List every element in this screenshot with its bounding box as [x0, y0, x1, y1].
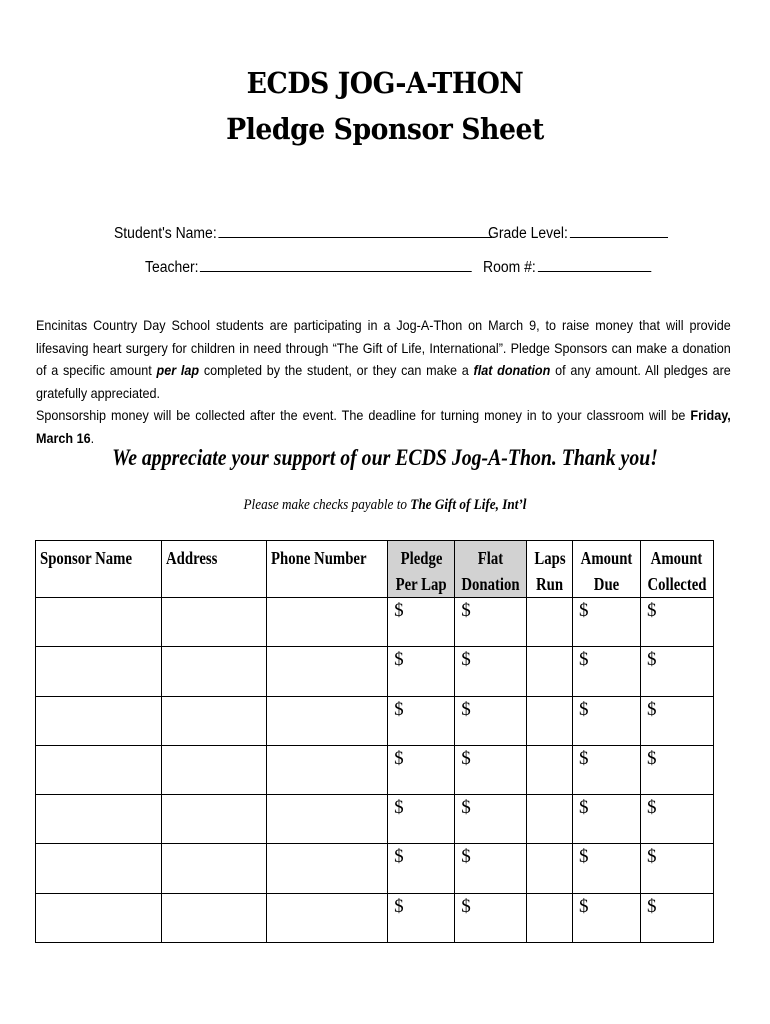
table-header-row — [36, 541, 714, 598]
dollar-sign: $ — [461, 698, 471, 720]
table-row — [36, 795, 714, 844]
amount-due-cell[interactable] — [572, 893, 640, 942]
dollar-sign: $ — [578, 797, 589, 819]
flat-donation-cell[interactable] — [455, 745, 527, 794]
amount-due-cell[interactable] — [572, 598, 640, 647]
laps-run-cell[interactable] — [527, 598, 573, 647]
dollar-sign: $ — [578, 600, 589, 621]
dollar-sign: $ — [461, 797, 471, 819]
pledge-per-lap-cell[interactable] — [388, 893, 455, 942]
phone-number-cell[interactable] — [266, 647, 388, 696]
address-cell[interactable] — [162, 745, 266, 794]
phone-number-cell[interactable] — [266, 893, 388, 942]
room-label: Room #: — [483, 259, 536, 276]
pledge-per-lap-cell[interactable] — [388, 745, 455, 794]
checks-payable-note: Please make checks payable to The Gift of Life, Int’l — [243, 497, 527, 513]
address-cell[interactable] — [162, 598, 266, 647]
dollar-sign: $ — [646, 895, 657, 917]
flat-donation-cell[interactable] — [455, 696, 527, 745]
student-name-label: Student's Name: — [114, 225, 217, 242]
phone-number-cell[interactable] — [266, 598, 388, 647]
amount-due-cell[interactable] — [572, 844, 640, 893]
flat-donation-emphasis: flat donation — [473, 362, 551, 378]
col-header-phone-number: Phone Number — [266, 541, 388, 598]
pledge-per-lap-cell[interactable] — [388, 844, 455, 893]
sponsor-name-cell[interactable] — [36, 745, 162, 794]
dollar-sign: $ — [578, 649, 589, 671]
sponsor-name-cell[interactable] — [36, 647, 162, 696]
intro-paragraph: Encinitas Country Day School students are participating in a Jog-A-Thon on March 9, to raise money that will provide lifesaving heart surgery for children in need through “The Gift of Life, International”. Pledge Sponsors can make a donation of a specific amount per lap completed by the student, or they can make a flat donation of any amount. All pledges are gratefully appreciated. — [36, 317, 731, 401]
flat-donation-cell[interactable] — [455, 598, 527, 647]
dollar-sign: $ — [646, 797, 657, 819]
col-header-pledge-per-lap: Pledge Per Lap — [388, 541, 455, 598]
dollar-sign: $ — [461, 895, 471, 917]
table-row — [36, 844, 714, 893]
dollar-sign: $ — [461, 747, 471, 769]
flat-donation-cell[interactable] — [455, 844, 527, 893]
laps-run-cell[interactable] — [527, 844, 573, 893]
dollar-sign: $ — [394, 649, 404, 671]
amount-due-cell[interactable] — [572, 795, 640, 844]
amount-collected-cell[interactable] — [640, 647, 713, 696]
dollar-sign: $ — [578, 747, 589, 769]
laps-run-cell[interactable] — [527, 745, 573, 794]
col-header-flat-donation: Flat Donation — [455, 541, 527, 598]
laps-run-cell[interactable] — [527, 647, 573, 696]
sponsor-name-cell[interactable] — [36, 598, 162, 647]
dollar-sign: $ — [461, 600, 471, 621]
grade-level-field[interactable] — [570, 223, 668, 238]
pledge-per-lap-cell[interactable] — [388, 647, 455, 696]
address-cell[interactable] — [162, 696, 266, 745]
amount-collected-cell[interactable] — [640, 844, 713, 893]
teacher-field[interactable] — [200, 257, 472, 272]
laps-run-cell[interactable] — [527, 893, 573, 942]
appreciation-message: We appreciate your support of our ECDS Jog-A-Thon. Thank you! — [112, 445, 658, 470]
teacher-label: Teacher: — [145, 259, 199, 276]
amount-collected-cell[interactable] — [640, 893, 713, 942]
deadline-paragraph: Sponsorship money will be collected after the event. The deadline for turning money in to your classroom will be Friday, March 16. — [36, 407, 731, 446]
phone-number-cell[interactable] — [266, 795, 388, 844]
dollar-sign: $ — [394, 895, 404, 917]
address-cell[interactable] — [162, 844, 266, 893]
flat-donation-cell[interactable] — [455, 893, 527, 942]
page-subtitle: Pledge Sponsor Sheet — [226, 112, 544, 146]
sponsor-name-cell[interactable] — [36, 844, 162, 893]
dollar-sign: $ — [578, 698, 589, 720]
dollar-sign: $ — [461, 649, 471, 671]
amount-collected-cell[interactable] — [640, 598, 713, 647]
dollar-sign: $ — [578, 846, 589, 868]
sponsor-name-cell[interactable] — [36, 893, 162, 942]
table-row — [36, 647, 714, 696]
page-title: ECDS JOG-A-THON — [246, 66, 524, 100]
dollar-sign: $ — [646, 747, 657, 769]
address-cell[interactable] — [162, 795, 266, 844]
dollar-sign: $ — [646, 698, 657, 720]
dollar-sign: $ — [578, 895, 589, 917]
room-row — [483, 257, 651, 277]
amount-collected-cell[interactable] — [640, 696, 713, 745]
table-row — [36, 745, 714, 794]
payee-name: The Gift of Life, Int’l — [410, 497, 527, 513]
pledge-per-lap-cell[interactable] — [388, 696, 455, 745]
dollar-sign: $ — [394, 797, 404, 819]
address-cell[interactable] — [162, 647, 266, 696]
amount-due-cell[interactable] — [572, 745, 640, 794]
col-header-address: Address — [162, 541, 266, 598]
col-header-laps-run: Laps Run — [527, 541, 573, 598]
dollar-sign: $ — [394, 846, 404, 868]
teacher-row — [145, 257, 472, 277]
amount-collected-cell[interactable] — [640, 745, 713, 794]
pledge-per-lap-cell[interactable] — [388, 598, 455, 647]
per-lap-emphasis: per lap — [156, 362, 200, 378]
amount-due-cell[interactable] — [572, 647, 640, 696]
table-row — [36, 598, 714, 647]
phone-number-cell[interactable] — [266, 745, 388, 794]
amount-due-cell[interactable] — [572, 696, 640, 745]
grade-level-label: Grade Level: — [488, 225, 568, 242]
room-field[interactable] — [538, 257, 651, 272]
flat-donation-cell[interactable] — [455, 647, 527, 696]
table-row — [36, 893, 714, 942]
col-header-amount-collected: Amount Collected — [640, 541, 713, 598]
pledge-per-lap-cell[interactable] — [388, 795, 455, 844]
amount-collected-cell[interactable] — [640, 795, 713, 844]
dollar-sign: $ — [394, 747, 404, 769]
deadline-date: Friday, March 16 — [36, 407, 731, 446]
sponsor-table — [35, 540, 714, 943]
dollar-sign: $ — [646, 649, 657, 671]
phone-number-cell[interactable] — [266, 844, 388, 893]
grade-level-row — [488, 223, 668, 243]
sponsor-name-cell[interactable] — [36, 795, 162, 844]
col-header-amount-due: Amount Due — [572, 541, 640, 598]
laps-run-cell[interactable] — [527, 696, 573, 745]
dollar-sign: $ — [646, 846, 657, 868]
student-name-field[interactable] — [218, 223, 492, 238]
address-cell[interactable] — [162, 893, 266, 942]
sponsor-name-cell[interactable] — [36, 696, 162, 745]
dollar-sign: $ — [394, 600, 404, 621]
dollar-sign: $ — [646, 600, 657, 621]
dollar-sign: $ — [394, 698, 404, 720]
dollar-sign: $ — [461, 846, 471, 868]
student-name-row — [114, 223, 492, 243]
col-header-sponsor-name: Sponsor Name — [36, 541, 162, 598]
phone-number-cell[interactable] — [266, 696, 388, 745]
laps-run-cell[interactable] — [527, 795, 573, 844]
table-row — [36, 696, 714, 745]
flat-donation-cell[interactable] — [455, 795, 527, 844]
